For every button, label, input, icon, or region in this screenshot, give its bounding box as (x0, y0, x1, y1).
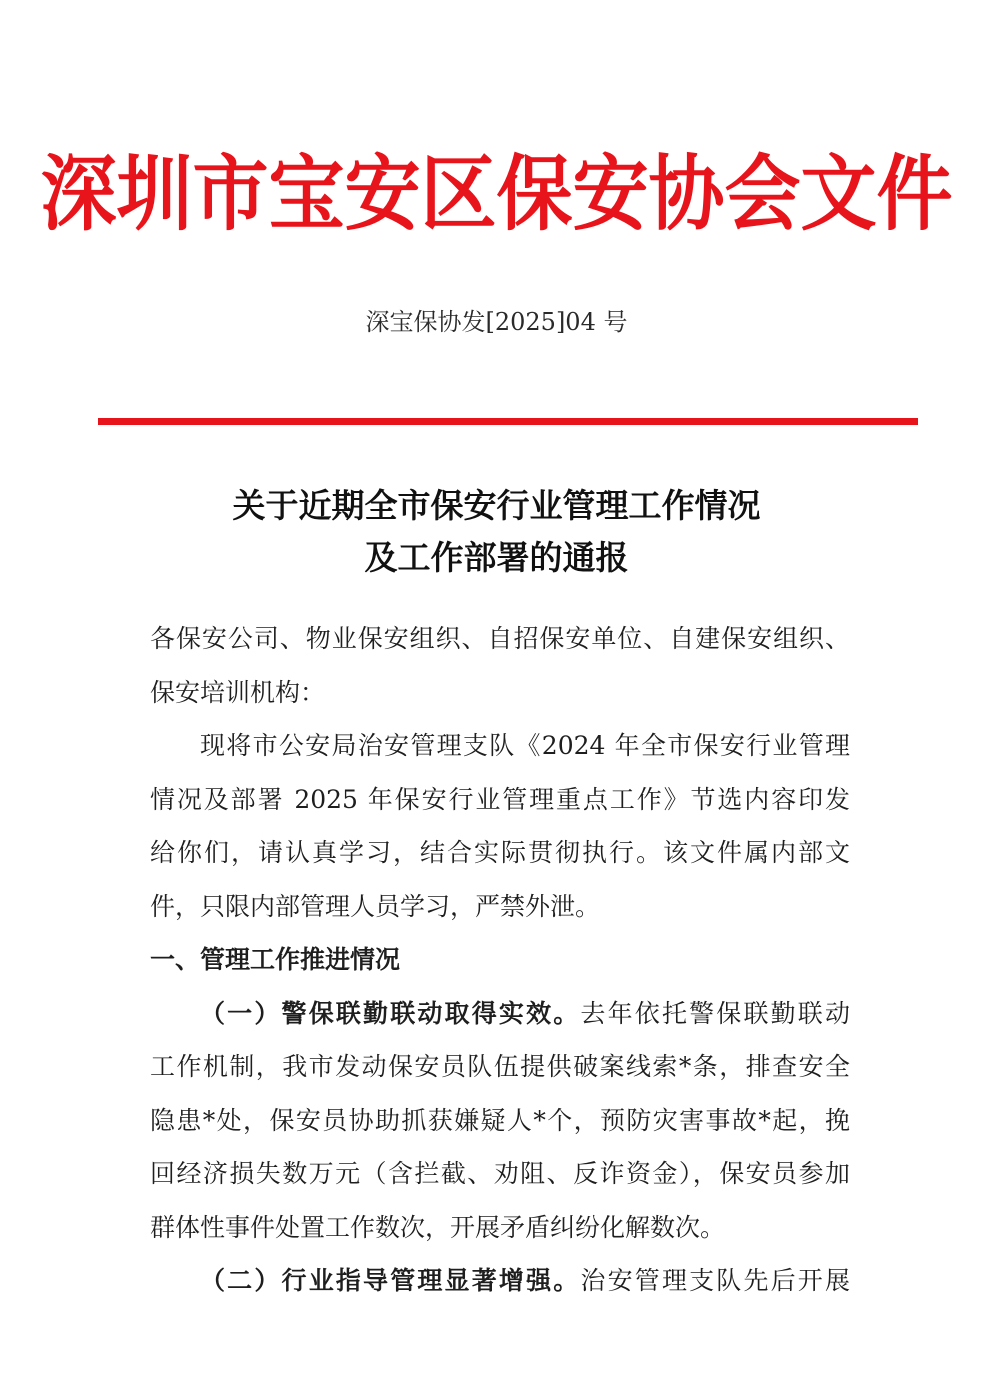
item-2-lead: （二）行业指导管理显著增强。 (200, 1266, 581, 1295)
item-1-line-4 (150, 1147, 850, 1201)
item-2-line-1-text: 治安管理支队先后开展 (580, 1266, 850, 1295)
item-1-line-5: 群体性事件处置工作数次，开展矛盾纠纷化解数次。 (150, 1212, 726, 1242)
item-1-text-2: 工作机制，我市发动保安员队伍提供破案线索*条，排查安全 (150, 1052, 850, 1081)
addressee-line-2: 保安培训机构： (150, 677, 326, 707)
item-1-text-4: 回经济损失数万元（含拦截、劝阻、反诈资金），保安员参加 (150, 1159, 850, 1188)
notice-title (0, 480, 993, 584)
intro-line-1 (150, 719, 850, 773)
item-1-lead: （一）警保联勤联动取得实效。 (200, 998, 581, 1028)
notice-title-line-1: 关于近期全市保安行业管理工作情况 (232, 486, 761, 525)
intro-line-3 (150, 826, 850, 880)
document-body (150, 612, 850, 1308)
item-1-line-2 (150, 1040, 850, 1094)
notice-title-line-2: 及工作部署的通报 (364, 538, 629, 577)
intro-line-2 (150, 773, 850, 827)
item-1-line-1-text: 去年依托警保联勤联动 (580, 998, 850, 1028)
item-1-line-3 (150, 1094, 850, 1148)
intro-text-3: 给你们，请认真学习，结合实际贯彻执行。该文件属内部文 (150, 838, 850, 867)
item-2-line-1 (150, 1254, 850, 1308)
addressee-text-1: 各保安公司、物业保安组织、自招保安单位、自建保安组织、 (150, 624, 850, 653)
red-divider-rule (98, 418, 918, 425)
document-number: 深宝保协发[2025]04 号 (365, 308, 628, 336)
addressee-line-1 (150, 612, 850, 666)
section-heading-1: 一、管理工作推进情况 (150, 945, 401, 974)
masthead-title: 深圳市宝安区保安协会文件 (40, 145, 953, 242)
intro-text-2: 情况及部署 2025 年保安行业管理重点工作》节选内容印发 (150, 784, 850, 814)
item-1-line-1 (150, 987, 850, 1041)
intro-line-4: 件，只限内部管理人员学习，严禁外泄。 (150, 891, 601, 921)
intro-text-1: 现将市公安局治安管理支队《2024 年全市保安行业管理 (200, 731, 850, 760)
item-1-text-3: 隐患*处，保安员协助抓获嫌疑人*个，预防灾害事故*起，挽 (150, 1105, 850, 1135)
